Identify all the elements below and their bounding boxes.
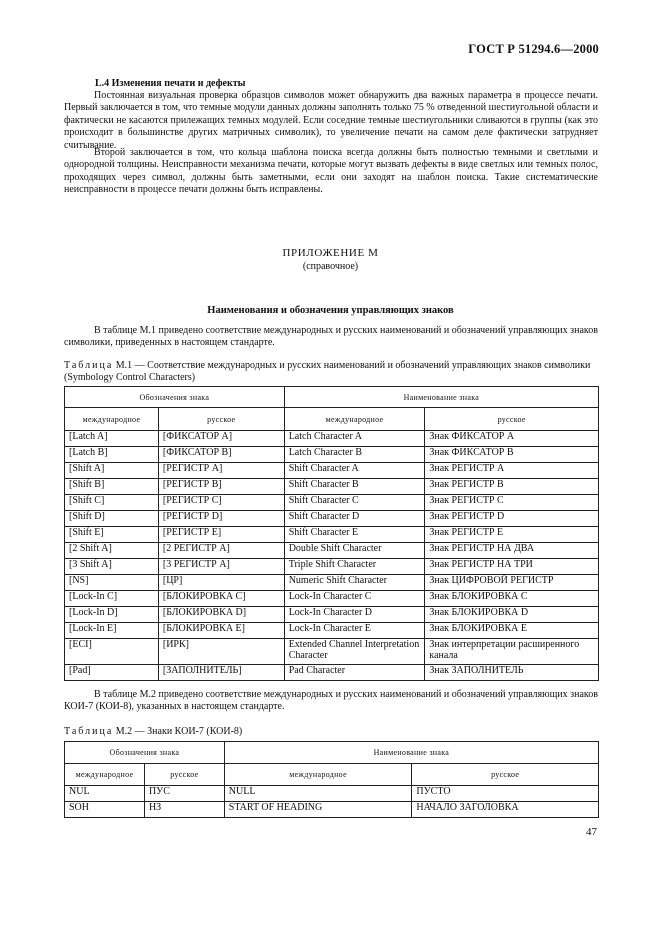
cell-intl-designation: [Shift A] bbox=[65, 463, 159, 479]
cell-intl-name: Latch Character A bbox=[284, 431, 425, 447]
cell-intl-designation: [2 Shift A] bbox=[65, 543, 159, 559]
koi7-characters-table bbox=[64, 741, 599, 818]
cell-ru-name: Знак РЕГИСТР НА ТРИ bbox=[425, 559, 599, 575]
section-title: L.4 Изменения печати и дефекты bbox=[95, 78, 246, 89]
cell-intl-designation: [3 Shift A] bbox=[65, 559, 159, 575]
table1-col-ru-name: русское bbox=[425, 408, 599, 431]
cell-ru-name: Знак интерпретации расширенного канала bbox=[425, 639, 599, 665]
cell-ru-name: Знак РЕГИСТР Е bbox=[425, 527, 599, 543]
cell-intl-designation: [Lock-In E] bbox=[65, 623, 159, 639]
cell-ru-designation: НЗ bbox=[144, 802, 224, 818]
cell-intl-name: Extended Channel Interpretation Character bbox=[284, 639, 425, 665]
cell-intl-name: Shift Character D bbox=[284, 511, 425, 527]
document-code: ГОСТ Р 51294.6—2000 bbox=[468, 42, 599, 56]
table-row bbox=[65, 575, 599, 591]
cell-intl-designation: [Pad] bbox=[65, 665, 159, 681]
table-row bbox=[65, 559, 599, 575]
table2-col-intl-designation: международное bbox=[65, 764, 145, 786]
table-row bbox=[65, 639, 599, 665]
table-row bbox=[65, 607, 599, 623]
table1-caption bbox=[64, 360, 598, 384]
section-paragraph-2: Второй заключается в том, что кольца шаблона поиска всегда должны быть полностью темными и светлыми и однородной толщины. Неисправности механизма печати, которые могут вызвать дефекты в виде светлых или темных полос, проходящих через символ, должны быть заметными, если они заходят на шаблон поиска. Такие систематические неисправности в процессе печати должны быть исправлены. bbox=[64, 147, 598, 196]
cell-intl-name: Latch Character B bbox=[284, 447, 425, 463]
cell-ru-name: Знак РЕГИСТР НА ДВА bbox=[425, 543, 599, 559]
appendix-title: ПРИЛОЖЕНИЕ М bbox=[282, 247, 379, 259]
cell-intl-designation: SOH bbox=[65, 802, 145, 818]
cell-ru-name: Знак БЛОКИРОВКА D bbox=[425, 607, 599, 623]
table-row bbox=[65, 527, 599, 543]
table1-caption-text: М.1 — Соответствие международных и русских наименований и обозначений управляющих знаков символики (Symbology Control Characters) bbox=[64, 360, 591, 383]
cell-ru-name: НАЧАЛО ЗАГОЛОВКА bbox=[412, 802, 599, 818]
cell-intl-name: Shift Character C bbox=[284, 495, 425, 511]
cell-ru-name: Знак БЛОКИРОВКА С bbox=[425, 591, 599, 607]
cell-ru-designation: [РЕГИСТР С] bbox=[158, 495, 284, 511]
cell-ru-designation: [ФИКСАТОР В] bbox=[158, 447, 284, 463]
table-row bbox=[65, 479, 599, 495]
cell-ru-name: Знак РЕГИСТР D bbox=[425, 511, 599, 527]
cell-intl-name: Shift Character A bbox=[284, 463, 425, 479]
table2-group-name: Наименование знака bbox=[224, 742, 598, 764]
cell-intl-designation: [Shift D] bbox=[65, 511, 159, 527]
table-row bbox=[65, 543, 599, 559]
cell-intl-designation: [Lock-In D] bbox=[65, 607, 159, 623]
cell-ru-designation: [ФИКСАТОР А] bbox=[158, 431, 284, 447]
cell-ru-designation: [РЕГИСТР А] bbox=[158, 463, 284, 479]
cell-intl-name: Shift Character E bbox=[284, 527, 425, 543]
cell-intl-designation: [Latch A] bbox=[65, 431, 159, 447]
cell-ru-name: Знак ЦИФРОВОЙ РЕГИСТР bbox=[425, 575, 599, 591]
cell-ru-name: Знак РЕГИСТР В bbox=[425, 479, 599, 495]
control-characters-table bbox=[64, 386, 599, 681]
cell-intl-designation: [ECI] bbox=[65, 639, 159, 665]
cell-ru-designation: [ЗАПОЛНИТЕЛЬ] bbox=[158, 665, 284, 681]
table2-caption-prefix: Таблица bbox=[64, 726, 114, 737]
cell-ru-designation: [БЛОКИРОВКА D] bbox=[158, 607, 284, 623]
table1-intro: В таблице М.1 приведено соответствие международных и русских наименований и обозначений управляющих знаков символики, приведенных в настоящем стандарте. bbox=[64, 325, 598, 349]
cell-ru-name: Знак РЕГИСТР С bbox=[425, 495, 599, 511]
cell-ru-name: Знак ЗАПОЛНИТЕЛЬ bbox=[425, 665, 599, 681]
cell-ru-designation: [БЛОКИРОВКА С] bbox=[158, 591, 284, 607]
cell-intl-name: Pad Character bbox=[284, 665, 425, 681]
cell-ru-designation: [ИРК] bbox=[158, 639, 284, 665]
cell-intl-name: START OF HEADING bbox=[224, 802, 412, 818]
cell-intl-designation: NUL bbox=[65, 786, 145, 802]
cell-intl-name: Double Shift Character bbox=[284, 543, 425, 559]
cell-ru-designation: [РЕГИСТР В] bbox=[158, 479, 284, 495]
table2-caption-text: М.2 — Знаки КОИ-7 (КОИ-8) bbox=[113, 726, 243, 737]
table2-intro: В таблице М.2 приведено соответствие международных и русских наименований и обозначений управляющих знаков КОИ-7 (КОИ-8), указанных в настоящем стандарте. bbox=[64, 689, 598, 713]
cell-intl-designation: [Shift E] bbox=[65, 527, 159, 543]
appendix-heading: Наименования и обозначения управляющих знаков bbox=[207, 305, 454, 316]
cell-ru-name: Знак РЕГИСТР А bbox=[425, 463, 599, 479]
table1-col-ru-designation: русское bbox=[158, 408, 284, 431]
cell-ru-designation: [3 РЕГИСТР А] bbox=[158, 559, 284, 575]
table-row bbox=[65, 665, 599, 681]
cell-intl-name: Lock-In Character E bbox=[284, 623, 425, 639]
table-row bbox=[65, 431, 599, 447]
table-row bbox=[65, 623, 599, 639]
table1-caption-prefix: Таблица bbox=[64, 360, 114, 371]
cell-intl-designation: [Shift C] bbox=[65, 495, 159, 511]
table-row bbox=[65, 495, 599, 511]
cell-intl-designation: [Lock-In C] bbox=[65, 591, 159, 607]
cell-ru-name: Знак ФИКСАТОР А bbox=[425, 431, 599, 447]
cell-ru-designation: [БЛОКИРОВКА Е] bbox=[158, 623, 284, 639]
table-row bbox=[65, 591, 599, 607]
cell-ru-name: Знак ФИКСАТОР В bbox=[425, 447, 599, 463]
cell-ru-name: ПУСТО bbox=[412, 786, 599, 802]
cell-ru-designation: [2 РЕГИСТР А] bbox=[158, 543, 284, 559]
cell-intl-name: Lock-In Character D bbox=[284, 607, 425, 623]
cell-intl-designation: [Latch B] bbox=[65, 447, 159, 463]
cell-ru-designation: [РЕГИСТР Е] bbox=[158, 527, 284, 543]
table2-col-ru-name: русское bbox=[412, 764, 599, 786]
cell-intl-name: Shift Character B bbox=[284, 479, 425, 495]
cell-intl-name: Triple Shift Character bbox=[284, 559, 425, 575]
cell-ru-designation: ПУС bbox=[144, 786, 224, 802]
cell-intl-name: Numeric Shift Character bbox=[284, 575, 425, 591]
cell-ru-designation: [ЦР] bbox=[158, 575, 284, 591]
appendix-subtitle: (справочное) bbox=[302, 261, 359, 272]
table-row bbox=[65, 802, 599, 818]
table-row bbox=[65, 786, 599, 802]
table2-caption bbox=[64, 726, 598, 738]
page-number: 47 bbox=[586, 826, 597, 838]
table1-col-intl-designation: международное bbox=[65, 408, 159, 431]
table-row bbox=[65, 447, 599, 463]
table2-col-intl-name: международное bbox=[224, 764, 412, 786]
table1-group-designation: Обозначения знака bbox=[65, 387, 285, 408]
table-row bbox=[65, 463, 599, 479]
cell-intl-name: NULL bbox=[224, 786, 412, 802]
section-paragraph-1: Постоянная визуальная проверка образцов символов может обнаружить два важных параметра в процессе печати. Первый заключается в том, что темные модули данных должны заполнять только 75 % отведенной шестиугольной области и фактически не касаются прилежащих темных модулей. Если соседние темные шестиугольники сливаются в группы (как это происходит в большинстве других матричных символик), то увеличение печати на самом деле фактически затрудняет считывание. bbox=[64, 90, 598, 151]
table1-group-name: Наименование знака bbox=[284, 387, 598, 408]
table2-col-ru-designation: русское bbox=[144, 764, 224, 786]
cell-intl-designation: [Shift B] bbox=[65, 479, 159, 495]
table2-group-designation: Обозначения знака bbox=[65, 742, 225, 764]
cell-intl-designation: [NS] bbox=[65, 575, 159, 591]
cell-ru-designation: [РЕГИСТР D] bbox=[158, 511, 284, 527]
cell-ru-name: Знак БЛОКИРОВКА Е bbox=[425, 623, 599, 639]
cell-intl-name: Lock-In Character C bbox=[284, 591, 425, 607]
table1-col-intl-name: международное bbox=[284, 408, 425, 431]
table-row bbox=[65, 511, 599, 527]
